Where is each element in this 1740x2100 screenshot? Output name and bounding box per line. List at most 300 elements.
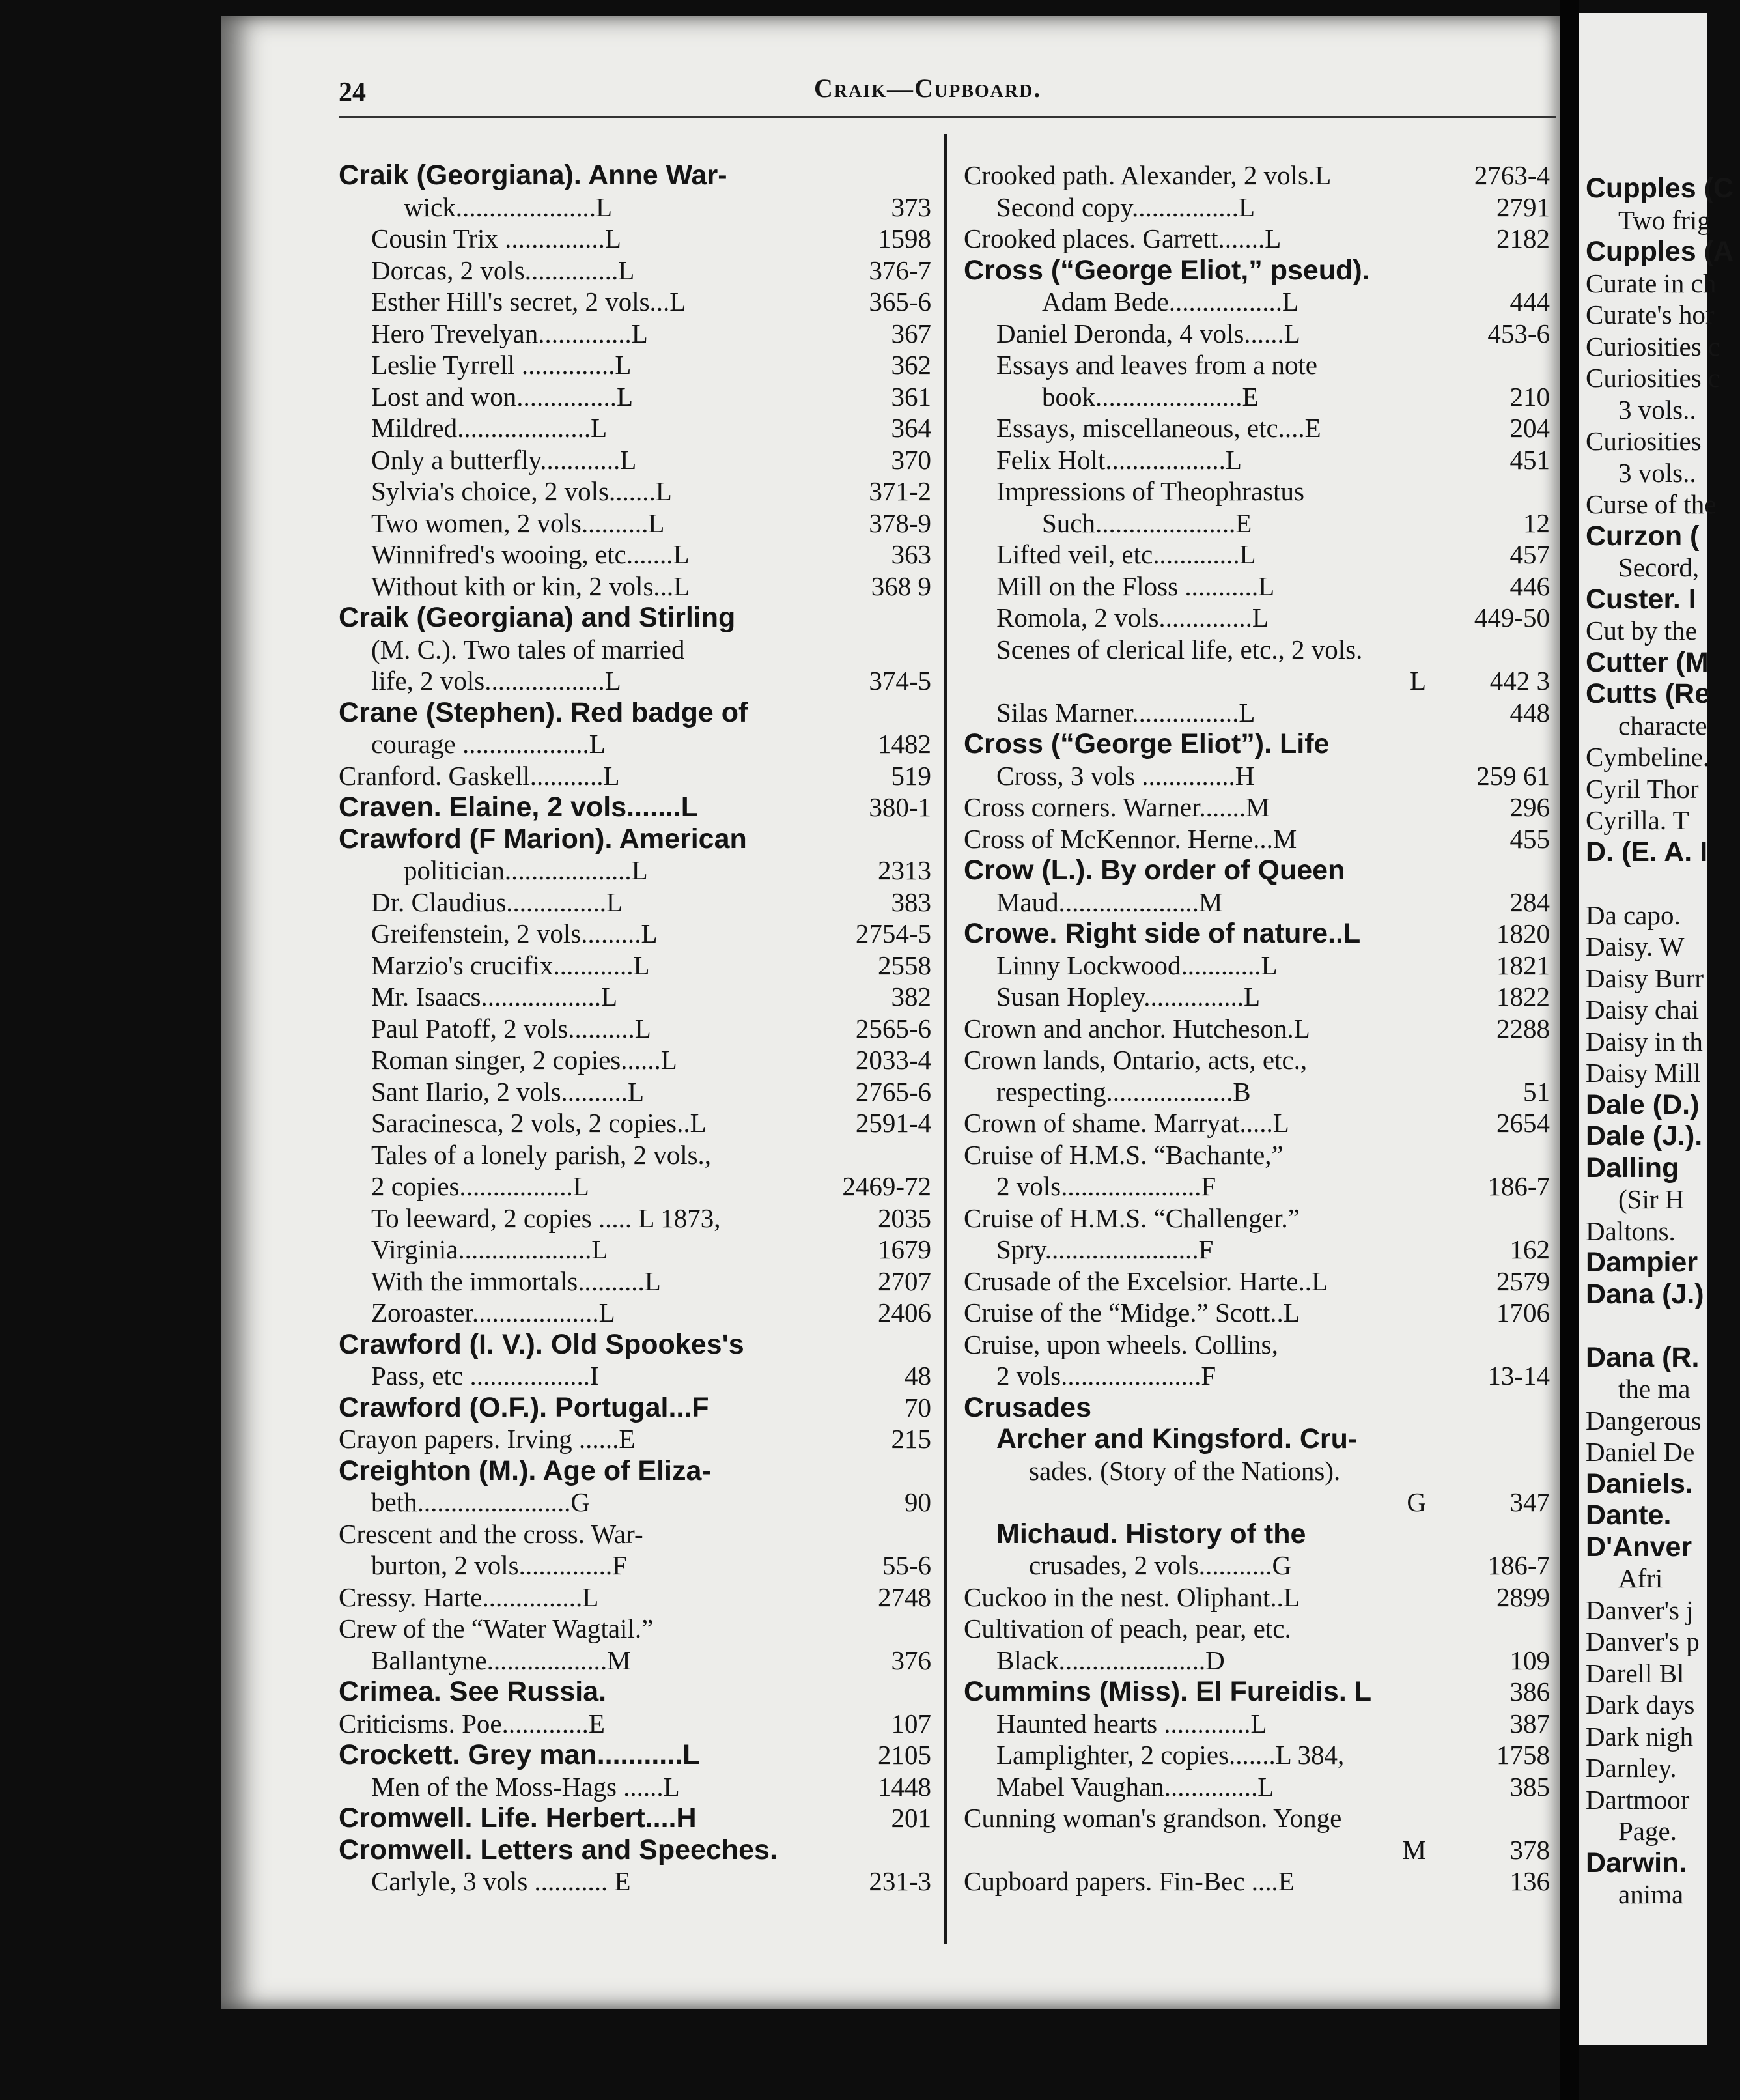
entry-shelf-number: 2765-6 <box>855 1076 931 1107</box>
catalogue-entry <box>1586 552 1707 584</box>
entry-title: Curzon ( <box>1586 520 1700 552</box>
catalogue-entry <box>339 412 931 444</box>
entry-title: With the immortals..........L <box>371 1266 661 1296</box>
entry-shelf-number: 136 <box>1509 1866 1550 1896</box>
entry-title: beth.......................G <box>371 1487 590 1517</box>
catalogue-entry <box>1586 1784 1707 1816</box>
entry-title: Dark nigh <box>1586 1721 1694 1752</box>
catalogue-entry <box>1586 268 1717 300</box>
entry-title: Saracinesca, 2 vols, 2 copies..L <box>371 1108 707 1138</box>
entry-title: Curate's hor <box>1586 300 1715 330</box>
catalogue-entry <box>1586 1689 1707 1721</box>
catalogue-entry <box>964 1234 1550 1266</box>
entry-title: Lamplighter, 2 copies.......L 384, <box>996 1740 1345 1770</box>
running-head: Craik—Cupboard. <box>814 74 1042 103</box>
entry-title: L <box>1409 666 1426 696</box>
entry-shelf-number: 70 <box>905 1392 931 1423</box>
catalogue-entry <box>339 1676 931 1708</box>
entry-shelf-number: 367 <box>891 318 931 348</box>
catalogue-entry <box>964 1202 1550 1234</box>
entry-shelf-number: 13-14 <box>1487 1361 1550 1391</box>
catalogue-entry <box>1586 1247 1707 1279</box>
entry-title: Crayon papers. Irving ......E <box>339 1424 636 1454</box>
entry-title: Dana (J.) <box>1586 1278 1704 1310</box>
entry-title: Dr. Claudius...............L <box>371 887 623 917</box>
entry-shelf-number: 55-6 <box>882 1550 931 1580</box>
entry-title: Cross corners. Warner.......M <box>964 792 1270 822</box>
entry-title: Susan Hopley...............L <box>996 982 1261 1012</box>
catalogue-entry <box>1586 836 1707 868</box>
entry-title: Impressions of Theophrastus <box>996 476 1304 506</box>
entry-title: Cruise of H.M.S. “Bachante,” <box>964 1139 1284 1170</box>
right-fragment-column <box>1586 173 1733 1910</box>
entry-title: To leeward, 2 copies ..... L 1873, <box>371 1202 721 1233</box>
entry-title: Cyrilla. T <box>1586 805 1689 835</box>
catalogue-entry <box>964 412 1550 444</box>
entry-title: Cruise, upon wheels. Collins, <box>964 1329 1278 1359</box>
catalogue-entry <box>964 539 1550 571</box>
entry-title: M <box>1402 1834 1426 1865</box>
entry-shelf-number: 449-50 <box>1474 603 1550 632</box>
entry-shelf-number: 383 <box>891 887 931 917</box>
header-rule <box>339 116 1556 118</box>
entry-title: Sant Ilario, 2 vols..........L <box>371 1076 645 1107</box>
catalogue-entry <box>964 1739 1550 1771</box>
catalogue-entry <box>339 728 931 760</box>
catalogue-entry <box>1586 615 1707 647</box>
entry-title: Only a butterfly............L <box>371 444 637 475</box>
catalogue-entry <box>339 1834 931 1866</box>
catalogue-entry <box>339 1329 931 1361</box>
catalogue-entry <box>1586 1089 1707 1121</box>
catalogue-entry <box>1586 1215 1707 1247</box>
entry-shelf-number: 2313 <box>878 855 931 885</box>
catalogue-entry <box>1586 489 1717 520</box>
catalogue-entry <box>964 823 1550 855</box>
entry-title: Curate in ch <box>1586 268 1717 298</box>
entry-title: Silas Marner................L <box>996 697 1256 728</box>
catalogue-entry <box>339 697 931 729</box>
catalogue-entry <box>339 571 931 603</box>
entry-title: Cultivation of peach, pear, etc. <box>964 1613 1291 1643</box>
entry-title: Archer and Kingsford. Cru- <box>996 1423 1358 1454</box>
entry-title: Page. <box>1618 1816 1677 1846</box>
catalogue-entry <box>964 760 1550 792</box>
catalogue-entry <box>1586 1026 1707 1058</box>
entry-title: Crow (L.). By order of Queen <box>964 855 1345 886</box>
catalogue-entry <box>1586 1626 1707 1658</box>
entry-title: Curiosities c <box>1586 331 1720 362</box>
entry-shelf-number: 2035 <box>878 1202 931 1233</box>
catalogue-entry <box>1586 1405 1707 1437</box>
entry-shelf-number: 186-7 <box>1487 1171 1550 1201</box>
catalogue-entry <box>964 1802 1550 1834</box>
entry-shelf-number: 453-6 <box>1487 318 1550 348</box>
entry-shelf-number: 2579 <box>1496 1266 1550 1296</box>
entry-shelf-number: 1598 <box>878 223 931 253</box>
catalogue-entry <box>339 791 931 823</box>
page-number: 24 <box>339 78 366 107</box>
entry-title: Afri <box>1618 1563 1663 1593</box>
catalogue-entry <box>964 1771 1550 1803</box>
column-divider <box>944 134 947 1944</box>
catalogue-entry <box>964 444 1550 476</box>
entry-shelf-number: 448 <box>1509 697 1550 728</box>
entry-title: Daisy Mill <box>1586 1058 1701 1088</box>
entry-shelf-number: 380-1 <box>869 792 931 822</box>
entry-title: Michaud. History of the <box>996 1518 1306 1550</box>
entry-title: Daisy chai <box>1586 995 1700 1025</box>
entry-shelf-number: 442 3 <box>1489 666 1550 696</box>
entry-title: Esther Hill's secret, 2 vols...L <box>371 287 686 317</box>
catalogue-entry <box>1586 520 1707 552</box>
entry-title: courage ...................L <box>371 729 606 759</box>
entry-shelf-number: 1821 <box>1496 950 1550 980</box>
catalogue-entry <box>964 1455 1550 1487</box>
catalogue-entry <box>1586 331 1720 363</box>
entry-title: Roman singer, 2 copies......L <box>371 1045 677 1075</box>
entry-title: Curiosities c <box>1586 363 1720 393</box>
catalogue-entry <box>964 602 1550 634</box>
entry-shelf-number: 363 <box>891 539 931 569</box>
catalogue-entry <box>339 539 931 571</box>
entry-title: Crowe. Right side of nature..L <box>964 918 1361 949</box>
catalogue-entry <box>964 255 1550 287</box>
entry-shelf-number: 51 <box>1523 1076 1550 1107</box>
entry-title: Crockett. Grey man...........L <box>339 1739 700 1770</box>
entry-title: Cruise of the “Midge.” Scott..L <box>964 1298 1300 1327</box>
catalogue-entry <box>339 1582 931 1613</box>
entry-title: life, 2 vols..................L <box>371 666 621 696</box>
catalogue-entry <box>964 318 1550 350</box>
entry-shelf-number: 1822 <box>1496 982 1550 1012</box>
catalogue-entry <box>339 1486 931 1518</box>
catalogue-entry <box>964 1297 1550 1329</box>
entry-shelf-number: 231-3 <box>869 1866 931 1896</box>
entry-title: burton, 2 vols..............F <box>371 1550 627 1580</box>
catalogue-entry <box>1586 1468 1707 1500</box>
entry-shelf-number: 387 <box>1509 1708 1550 1738</box>
catalogue-entry <box>1586 804 1707 836</box>
entry-shelf-number: 370 <box>891 444 931 475</box>
entry-title: Mr. Isaacs..................L <box>371 982 618 1012</box>
catalogue-entry <box>1586 1721 1707 1753</box>
entry-title: Dampier <box>1586 1247 1698 1278</box>
entry-title: Black......................D <box>996 1645 1225 1675</box>
entry-title: Cross (“George Eliot,” pseud). <box>964 254 1370 286</box>
entry-shelf-number: 2105 <box>878 1740 931 1770</box>
entry-title: G <box>1407 1487 1426 1517</box>
catalogue-entry <box>339 255 931 287</box>
entry-shelf-number: 2565-6 <box>855 1013 931 1043</box>
catalogue-entry <box>964 1582 1550 1613</box>
catalogue-entry <box>339 1297 931 1329</box>
entry-title: Greifenstein, 2 vols.........L <box>371 918 658 948</box>
catalogue-entry <box>964 665 1550 697</box>
catalogue-entry <box>339 1013 931 1045</box>
catalogue-entry <box>1586 173 1733 205</box>
catalogue-entry <box>1586 236 1733 268</box>
catalogue-entry <box>339 855 931 887</box>
entry-title: 3 vols.. <box>1618 394 1696 425</box>
catalogue-entry <box>339 602 931 634</box>
entry-shelf-number: 2469-72 <box>842 1171 931 1201</box>
entry-title: Dale (J.). <box>1586 1120 1703 1152</box>
catalogue-entry <box>1586 647 1707 679</box>
entry-shelf-number: 12 <box>1523 507 1550 538</box>
entry-shelf-number: 2033-4 <box>855 1045 931 1075</box>
entry-title: Mill on the Floss ...........L <box>996 571 1275 601</box>
entry-title: Dana (R. <box>1586 1341 1700 1373</box>
entry-title: Leslie Tyrrell ..............L <box>371 350 632 380</box>
entry-title: Daltons. <box>1586 1215 1676 1246</box>
entry-shelf-number: 1758 <box>1496 1740 1550 1770</box>
entry-title: the ma <box>1618 1374 1691 1404</box>
catalogue-entry <box>964 1329 1550 1361</box>
entry-title: Two frig <box>1618 205 1711 235</box>
entry-title: Crusade of the Excelsior. Harte..L <box>964 1266 1328 1296</box>
entry-title: Daisy Burr <box>1586 963 1704 993</box>
catalogue-entry <box>339 1202 931 1234</box>
catalogue-entry <box>339 1044 931 1076</box>
entry-title: Cranford. Gaskell...........L <box>339 760 620 791</box>
entry-title: Dartmoor <box>1586 1784 1690 1815</box>
entry-title: Creighton (M.). Age of Eliza- <box>339 1454 711 1486</box>
entry-title: Cutter (M <box>1586 646 1709 678</box>
catalogue-entry <box>339 1613 931 1645</box>
catalogue-entry <box>1586 773 1707 805</box>
entry-title: book......................E <box>1042 381 1259 412</box>
catalogue-entry <box>1586 205 1711 236</box>
entry-title: Cross, 3 vols ..............H <box>996 760 1255 791</box>
entry-title: 3 vols.. <box>1618 457 1696 488</box>
entry-title: Spry.......................F <box>996 1234 1214 1264</box>
entry-shelf-number: 2591-4 <box>855 1108 931 1138</box>
entry-title: Cymbeline. <box>1586 742 1710 772</box>
entry-title: Paul Patoff, 2 vols..........L <box>371 1013 651 1043</box>
entry-shelf-number: 296 <box>1509 792 1550 822</box>
catalogue-entry <box>964 507 1550 539</box>
catalogue-entry <box>964 1866 1550 1897</box>
catalogue-entry <box>1586 1184 1707 1215</box>
entry-title: wick.....................L <box>404 192 612 222</box>
catalogue-entry <box>1586 1057 1707 1089</box>
entry-shelf-number: 455 <box>1509 823 1550 854</box>
entry-title: Romola, 2 vols..............L <box>996 603 1269 632</box>
catalogue-entry <box>1586 1310 1707 1342</box>
entry-title: 2 vols.....................F <box>996 1361 1216 1391</box>
entry-shelf-number: 378-9 <box>869 507 931 538</box>
entry-title: Secord, <box>1618 552 1700 582</box>
catalogue-entry <box>964 791 1550 823</box>
entry-shelf-number: 362 <box>891 350 931 380</box>
entry-shelf-number: 2558 <box>878 950 931 980</box>
catalogue-entry <box>1586 1658 1707 1690</box>
catalogue-entry <box>1586 299 1715 331</box>
catalogue-entry <box>964 1044 1550 1076</box>
entry-title: Curse of the <box>1586 489 1717 519</box>
entry-title: Crown and anchor. Hutcheson.L <box>964 1013 1310 1043</box>
catalogue-entry <box>1586 1152 1707 1184</box>
entry-title: Second copy................L <box>996 192 1256 222</box>
entry-title: Mabel Vaughan..............L <box>996 1771 1274 1802</box>
entry-shelf-number: 90 <box>905 1487 931 1517</box>
catalogue-entry <box>964 1645 1550 1677</box>
catalogue-entry <box>1586 394 1707 426</box>
entry-title: crusades, 2 vols...........G <box>1029 1550 1292 1580</box>
entry-shelf-number: 361 <box>891 381 931 412</box>
entry-title: D'Anver <box>1586 1531 1692 1563</box>
catalogue-entry <box>1586 868 1707 900</box>
catalogue-entry <box>964 950 1550 982</box>
catalogue-entry <box>339 381 931 413</box>
entry-title: Darwin. <box>1586 1847 1687 1879</box>
entry-title: 2 vols.....................F <box>996 1171 1216 1201</box>
catalogue-entry <box>964 1423 1550 1455</box>
entry-title: Craik (Georgiana). Anne War- <box>339 160 727 191</box>
entry-shelf-number: 2654 <box>1496 1108 1550 1138</box>
catalogue-entry <box>339 1107 931 1139</box>
catalogue-entry <box>339 1455 931 1487</box>
catalogue-entry <box>964 1266 1550 1298</box>
entry-shelf-number: 1820 <box>1496 918 1550 948</box>
catalogue-entry <box>339 1866 931 1897</box>
entry-title: Craik (Georgiana) and Stirling <box>339 602 736 633</box>
catalogue-entry <box>339 1518 931 1550</box>
catalogue-entry <box>964 286 1550 318</box>
catalogue-entry <box>964 381 1550 413</box>
catalogue-entry <box>964 1613 1550 1645</box>
catalogue-entry <box>964 223 1550 255</box>
catalogue-entry <box>964 1834 1550 1866</box>
entry-title: Linny Lockwood............L <box>996 950 1278 980</box>
entry-title: Maud.....................M <box>996 887 1223 917</box>
entry-shelf-number: 48 <box>905 1361 931 1391</box>
catalogue-entry <box>1586 1815 1707 1847</box>
catalogue-entry <box>339 1360 931 1392</box>
entry-title: Daniel Deronda, 4 vols......L <box>996 318 1300 348</box>
entry-shelf-number: 2406 <box>878 1298 931 1327</box>
catalogue-entry <box>1586 1752 1707 1784</box>
catalogue-entry <box>964 1550 1550 1582</box>
entry-title: Dark days <box>1586 1690 1695 1720</box>
middle-column <box>964 160 1550 1897</box>
entry-title: Crawford (I. V.). Old Spookes's <box>339 1328 744 1360</box>
catalogue-entry <box>1586 1847 1707 1879</box>
catalogue-entry <box>964 1392 1550 1424</box>
catalogue-entry <box>339 1423 931 1455</box>
entry-title: Haunted hearts .............L <box>996 1708 1267 1738</box>
catalogue-entry <box>339 1645 931 1677</box>
catalogue-entry <box>964 1360 1550 1392</box>
catalogue-entry <box>339 1392 931 1424</box>
entry-shelf-number: 446 <box>1509 571 1550 601</box>
catalogue-entry <box>339 950 931 982</box>
catalogue-entry <box>1586 1879 1707 1910</box>
entry-title: Dante. <box>1586 1499 1672 1531</box>
entry-shelf-number: 204 <box>1509 413 1550 443</box>
entry-shelf-number: 1679 <box>878 1234 931 1264</box>
entry-title: Marzio's crucifix............L <box>371 950 650 980</box>
catalogue-entry <box>339 1802 931 1834</box>
catalogue-entry <box>1586 362 1720 394</box>
catalogue-entry <box>1586 584 1707 616</box>
catalogue-entry <box>1586 678 1711 710</box>
entry-shelf-number: 1448 <box>878 1771 931 1802</box>
catalogue-entry <box>1586 1499 1707 1531</box>
catalogue-entry <box>1586 963 1707 995</box>
catalogue-entry <box>964 1139 1550 1171</box>
entry-title: Cressy. Harte...............L <box>339 1582 599 1612</box>
catalogue-entry <box>1586 994 1707 1026</box>
catalogue-entry <box>1586 931 1707 963</box>
catalogue-entry <box>1586 425 1707 457</box>
entry-title: Daniels. <box>1586 1468 1693 1499</box>
catalogue-entry <box>964 1107 1550 1139</box>
catalogue-entry <box>339 887 931 918</box>
catalogue-entry <box>339 1266 931 1298</box>
entry-shelf-number: 2763-4 <box>1474 160 1550 190</box>
catalogue-entry <box>964 697 1550 729</box>
entry-title: Cuckoo in the nest. Oliphant..L <box>964 1582 1300 1612</box>
entry-title: Lifted veil, etc.............L <box>996 539 1256 569</box>
catalogue-entry <box>339 1708 931 1740</box>
entry-title: Carlyle, 3 vols ........... E <box>371 1866 631 1896</box>
catalogue-entry <box>339 286 931 318</box>
entry-title: Hero Trevelyan..............L <box>371 318 648 348</box>
catalogue-entry <box>964 160 1550 192</box>
entry-shelf-number: 284 <box>1509 887 1550 917</box>
catalogue-entry <box>1586 1342 1707 1374</box>
entry-title: Danver's p <box>1586 1626 1700 1656</box>
catalogue-entry <box>964 475 1550 507</box>
catalogue-entry <box>1586 710 1707 742</box>
entry-shelf-number: 368 9 <box>871 571 931 601</box>
catalogue-entry <box>1586 1595 1707 1626</box>
entry-shelf-number: 259 61 <box>1476 760 1550 791</box>
entry-title: Essays, miscellaneous, etc....E <box>996 413 1321 443</box>
catalogue-entry <box>339 1771 931 1803</box>
catalogue-entry <box>1586 1120 1707 1152</box>
entry-title: anima <box>1618 1879 1684 1909</box>
catalogue-entry <box>339 1234 931 1266</box>
entry-title: Men of the Moss-Hags ......L <box>371 1771 680 1802</box>
entry-shelf-number: 457 <box>1509 539 1550 569</box>
catalogue-entry <box>964 1708 1550 1740</box>
entry-title: Daisy in th <box>1586 1026 1703 1057</box>
entry-title: sades. (Story of the Nations). <box>1029 1455 1341 1486</box>
entry-title: Crown lands, Ontario, acts, etc., <box>964 1045 1308 1075</box>
entry-shelf-number: 374-5 <box>869 666 931 696</box>
catalogue-entry <box>964 571 1550 603</box>
catalogue-entry <box>339 475 931 507</box>
entry-title: Adam Bede.................L <box>1042 287 1298 317</box>
entry-shelf-number: 2754-5 <box>855 918 931 948</box>
entry-shelf-number: 2182 <box>1496 223 1550 253</box>
entry-title: Crown of shame. Marryat.....L <box>964 1108 1289 1138</box>
entry-shelf-number: 364 <box>891 413 931 443</box>
entry-title: Cromwell. Life. Herbert....H <box>339 1802 697 1834</box>
entry-title: Cutts (Re <box>1586 678 1711 709</box>
catalogue-entry <box>339 760 931 792</box>
entry-title: D. (E. A. I <box>1586 836 1708 868</box>
entry-shelf-number: 2707 <box>878 1266 931 1296</box>
catalogue-entry <box>1586 1279 1707 1311</box>
entry-title: Cousin Trix ...............L <box>371 223 621 253</box>
catalogue-entry <box>339 1550 931 1582</box>
catalogue-entry <box>339 444 931 476</box>
catalogue-entry <box>339 918 931 950</box>
